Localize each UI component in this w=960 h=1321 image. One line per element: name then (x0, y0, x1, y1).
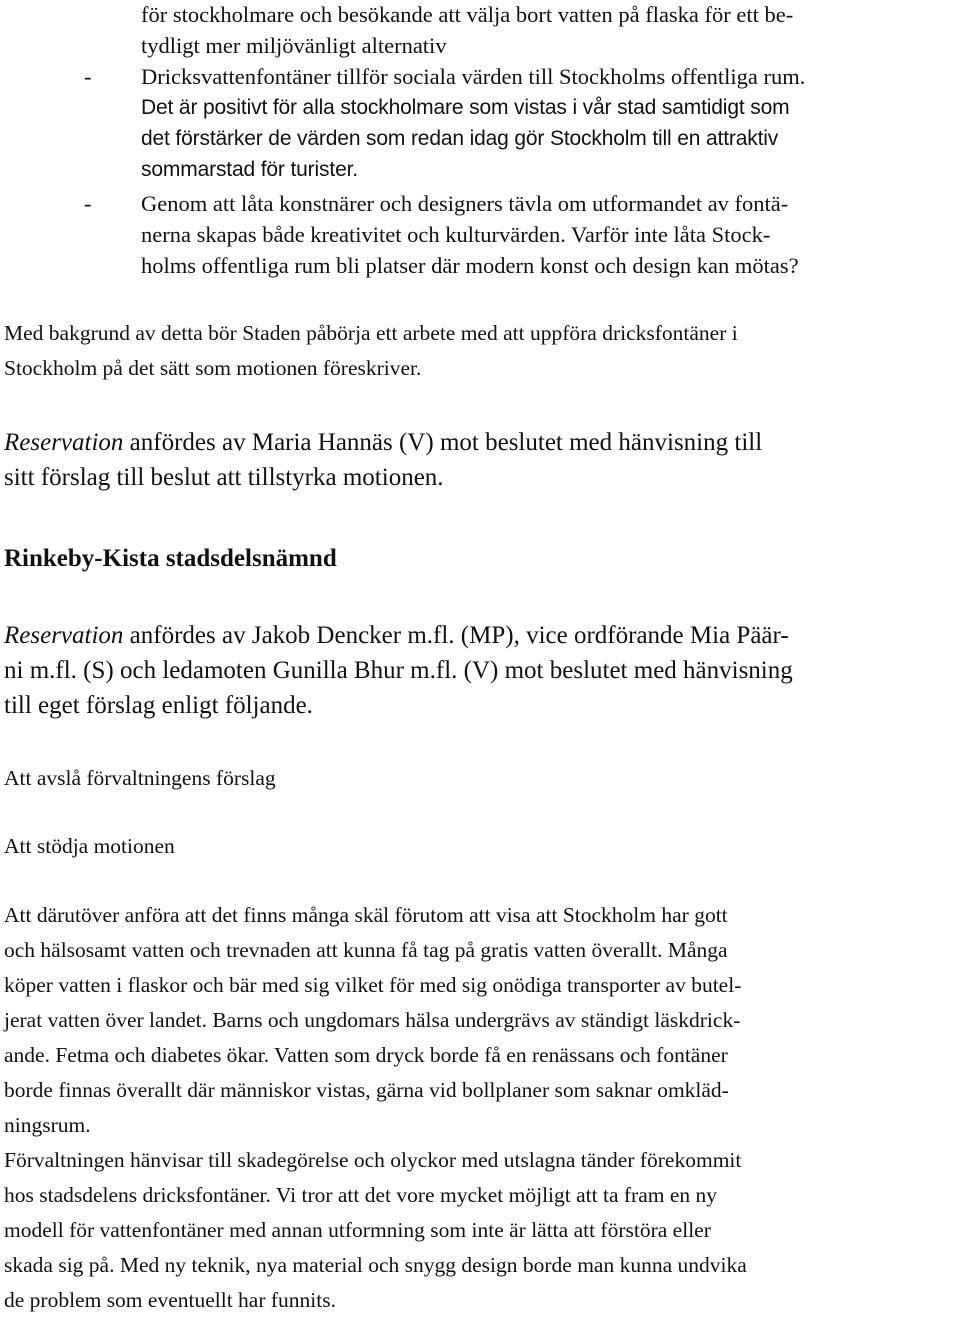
text-line: ningsrum. (4, 1113, 91, 1137)
text-line (4, 425, 958, 460)
text-line: och hälsosamt vatten och trevnaden att kunna få tag på gratis vatten överallt. Många (4, 938, 728, 962)
reservation-paragraph (4, 425, 958, 495)
text-line: hos stadsdelens dricksfontäner. Vi tror att det vore mycket möjligt att ta fram en ny (4, 1183, 718, 1207)
bullet-line-part: Varför inte låta Stock- (565, 222, 771, 247)
text-line: ni m.fl. (S) och ledamoten Gunilla Bhur m.fl. (V) mot beslutet med hänvisning (4, 657, 793, 684)
text-line: Med bakgrund av detta bör Staden påbörja ett arbete med att uppföra dricksfontäner i (4, 321, 738, 345)
text-line: ande. Fetma och diabetes ökar. Vatten som dryck borde få en renässans och fontäner (4, 1043, 728, 1067)
text-line: Stockholm på det sätt som motionen föreskriver. (4, 356, 422, 380)
conclusion-paragraph (4, 316, 958, 386)
bullet-dash: - (84, 191, 92, 216)
text-line: Förvaltningen hänvisar till skadegörelse och olyckor med utslagna tänder förekommit (4, 1148, 742, 1172)
text-line: köper vatten i flaskor och bär med sig vilket för med sig onödiga transporter av butel- (4, 973, 742, 997)
text-segment: anfördes av Maria Hannäs (V) mot beslutet med hänvisning till (123, 429, 763, 456)
bullet-line-part: nerna skapas både kreativitet och kulturvärden. (141, 222, 566, 247)
text-line (4, 618, 958, 653)
text-line: skada sig på. Med ny teknik, nya material och snygg design borde man kunna undvika (4, 1253, 747, 1277)
reservation-label: Reservation (4, 622, 124, 649)
text-line: Att därutöver anföra att det finns många skäl förutom att visa att Stockholm har gott (4, 903, 728, 927)
text-line: Att stödja motionen (4, 834, 175, 858)
proposal-line (4, 829, 958, 864)
bullet-line: Dricksvattenfontäner tillför sociala värden till Stockholms offentliga rum. (141, 64, 806, 89)
text-line: till eget förslag enligt följande. (4, 692, 313, 719)
bullet-line: Genom att låta konstnärer och designers tävla om utformandet av fontä- (141, 191, 789, 216)
bullet-line: det förstärker de värden som redan idag gör Stockholm till en attraktiv (141, 127, 779, 150)
text-segment: anfördes av Jakob Dencker m.fl. (MP), vice ordförande Mia Päär- (123, 622, 789, 649)
bullet-line: för stockholmare och besökande att välja bort vatten på flaska för ett be- (141, 2, 794, 27)
bullet-line: holms offentliga rum bli platser där modern konst och design kan mötas? (141, 253, 799, 278)
text-line: jerat vatten över landet. Barns och ungdomars hälsa undergrävs av ständigt läskdrick- (4, 1008, 741, 1032)
bullet-dash: - (84, 64, 92, 89)
bullet-line: sommarstad för turister. (141, 158, 358, 181)
section-heading: Rinkeby-Kista stadsdelsnämnd (4, 545, 337, 572)
text-line: sitt förslag till beslut att tillstyrka motionen. (4, 464, 444, 491)
reservation-label: Reservation (4, 429, 124, 456)
proposal-line (4, 761, 958, 796)
bullet-line: Det är positivt för alla stockholmare som vistas i vår stad samtidigt som (141, 96, 790, 119)
reservation-paragraph (4, 618, 958, 723)
text-line: Att avslå förvaltningens förslag (4, 766, 276, 790)
bullet-line: tydligt mer miljövänligt alternativ (141, 33, 447, 58)
text-line: modell för vattenfontäner med annan utformning som inte är lätta att förstöra eller (4, 1218, 711, 1242)
text-line: borde finnas överallt där människor vistas, gärna vid bollplaner som saknar omkläd- (4, 1078, 729, 1102)
argument-paragraph (4, 898, 958, 1318)
bullet-line (141, 219, 770, 250)
text-line: de problem som eventuellt har funnits. (4, 1288, 336, 1312)
